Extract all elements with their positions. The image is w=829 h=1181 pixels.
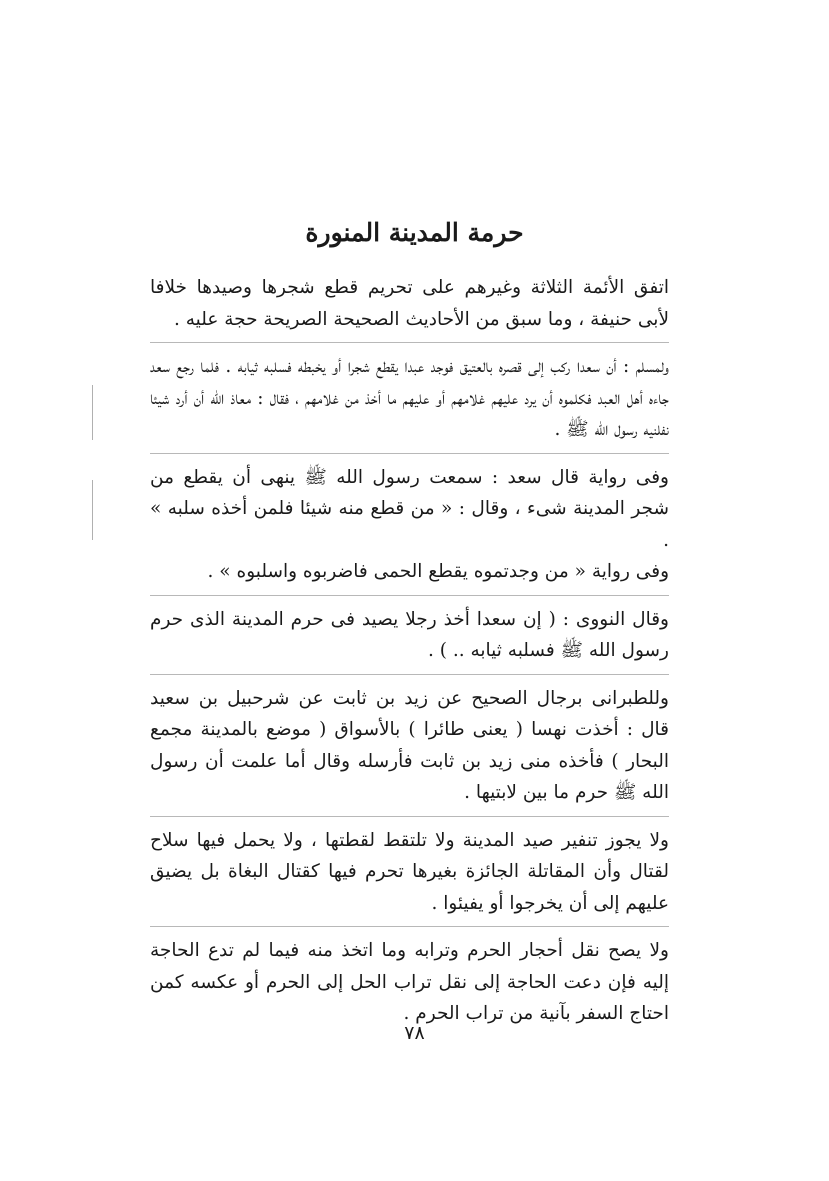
page-title: حرمة المدينة المنورة (305, 218, 524, 247)
divider (150, 342, 669, 343)
paragraph: ولمسلم : أن سعدا ركب إلى قصره بالعتيق فوجد عبدا يقطع شجرا أو يخبطه فسلبه ثيابه . فلما رجع سعد جاءه أهل العبد فكلموه أن يرد عليهم غلامهم أو عليهم ما أخذ من غلامهم ، فقال : معاذ الله أن أرد شيئا نفلنيه رسول الله ﷺ . (150, 356, 669, 440)
paragraph: ولا يجوز تنفير صيد المدينة ولا تلتقط لقطتها ، ولا يحمل فيها سلاح لقتال وأن المقاتلة الجائزة بغيرها تحرم فيها كقتال البغاة بل يضيق عليهم إلى أن يخرجوا أو يفيئوا . (150, 829, 669, 914)
divider (150, 453, 669, 454)
divider (150, 816, 669, 817)
divider (150, 926, 669, 927)
page-number: ٧٨ (404, 1022, 425, 1044)
paragraph: وقال النووى : ( إن سعدا أخذ رجلا يصيد فى حرم المدينة الذى حرم رسول الله ﷺ فسلبه ثيابه .. ) . (150, 608, 669, 661)
margin-mark (92, 480, 93, 540)
margin-mark (92, 385, 93, 440)
paragraph: وفى رواية قال سعد : سمعت رسول الله ﷺ ينهى أن يقطع من شجر المدينة شىء ، وقال : « من قطع منه شيئا فلمن أخذه سلبه » . (150, 466, 669, 551)
paragraph: اتفق الأئمة الثلاثة وغيرهم على تحريم قطع شجرها وصيدها خلافا لأبى حنيفة ، وما سبق من الأحاديث الصحيحة الصريحة حجة عليه . (150, 277, 669, 330)
paragraph: وللطبرانى برجال الصحيح عن زيد بن ثابت عن شرحبيل بن سعيد قال : أخذت نهسا ( يعنى طائرا ) بالأسواق ( موضع بالمدينة مجمع البحار ) فأخذه منى زيد بن ثابت فأرسله وقال أما علمت أن رسول الله ﷺ حرم ما بين لابتيها . (150, 687, 669, 803)
divider (150, 595, 669, 596)
paragraph: وفى رواية « من وجدتموه يقطع الحمى فاضربوه واسلبوه » . (207, 561, 669, 582)
body-text (150, 272, 669, 1030)
paragraph: ولا يصح نقل أحجار الحرم وترابه وما اتخذ منه فيما لم تدع الحاجة إليه فإن دعت الحاجة إلى نقل تراب الحل إلى الحرم أو عكسه كمن احتاج السفر بآنية من تراب الحرم . (150, 940, 669, 1024)
divider (150, 674, 669, 675)
